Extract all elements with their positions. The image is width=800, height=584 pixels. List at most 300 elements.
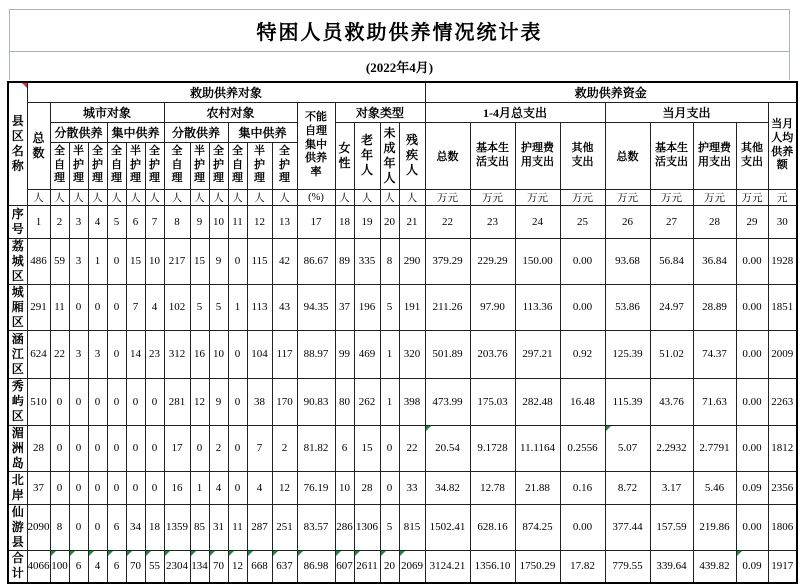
header-total-jan-apr[interactable]: 总数 [425,122,470,189]
unit-cell[interactable]: 人 [228,189,247,205]
data-cell[interactable]: 0 [88,284,107,330]
data-cell[interactable]: 22 [399,425,425,471]
unit-cell[interactable]: 元 [768,189,797,205]
data-cell[interactable]: 9 [209,378,228,425]
data-cell[interactable]: 28 [27,425,50,471]
data-cell[interactable]: 1 [228,284,247,330]
data-cell[interactable]: 0 [69,425,88,471]
data-cell[interactable]: 510 [27,378,50,425]
data-cell[interactable]: 191 [399,284,425,330]
data-cell[interactable]: 9 [209,238,228,284]
data-cell[interactable]: 5 [209,284,228,330]
header-care-level[interactable]: 全自理 [50,142,69,189]
data-cell[interactable]: 2304 [164,550,190,583]
data-cell[interactable]: 1502.41 [425,504,470,550]
header-month-total[interactable]: 当月支出 [605,102,768,122]
data-cell[interactable]: 28.89 [693,284,736,330]
data-cell[interactable]: 8 [380,238,399,284]
header-rural[interactable]: 农村对象 [164,102,297,122]
data-cell[interactable]: 12 [190,378,209,425]
data-cell[interactable]: 0 [50,378,69,425]
data-cell[interactable]: 74.37 [693,330,736,378]
data-cell[interactable]: 42 [272,238,297,284]
header-other-month[interactable]: 其他支出 [736,122,768,189]
data-cell[interactable]: 297.21 [515,330,560,378]
data-cell[interactable]: 0.09 [736,550,768,583]
header-care-level[interactable]: 全自理 [164,142,190,189]
row-header[interactable] [8,550,27,583]
serial-cell[interactable]: 10 [209,205,228,238]
data-cell[interactable]: 11 [50,284,69,330]
data-cell[interactable]: 70 [126,550,145,583]
data-cell[interactable]: 16 [190,330,209,378]
data-cell[interactable]: 6 [335,425,354,471]
row-header[interactable] [8,471,27,504]
data-cell[interactable]: 637 [272,550,297,583]
data-cell[interactable]: 0 [107,238,126,284]
data-cell[interactable]: 0.00 [560,284,605,330]
data-cell[interactable]: 15 [354,425,380,471]
serial-cell[interactable]: 13 [272,205,297,238]
data-cell[interactable]: 10 [209,330,228,378]
header-centralized-rural[interactable]: 集中供养 [228,122,297,142]
row-header[interactable] [8,238,27,284]
data-cell[interactable]: 1356.10 [470,550,515,583]
data-cell[interactable]: 398 [399,378,425,425]
row-header[interactable] [8,425,27,471]
unit-cell[interactable]: 万元 [425,189,470,205]
data-cell[interactable]: 71.63 [693,378,736,425]
data-cell[interactable]: 0.00 [560,504,605,550]
header-disabled[interactable]: 残疾人 [399,122,425,189]
data-cell[interactable]: 89 [335,238,354,284]
data-cell[interactable]: 33 [399,471,425,504]
data-cell[interactable]: 20.54 [425,425,470,471]
data-cell[interactable]: 3 [69,330,88,378]
header-care-level[interactable]: 半护理 [69,142,88,189]
serial-cell[interactable]: 22 [425,205,470,238]
header-basic-jan-apr[interactable]: 基本生活支出 [470,122,515,189]
data-cell[interactable]: 2356 [768,471,797,504]
data-cell[interactable]: 37 [335,284,354,330]
data-cell[interactable]: 0.16 [560,471,605,504]
data-cell[interactable]: 4066 [27,550,50,583]
data-cell[interactable]: 34.82 [425,471,470,504]
data-cell[interactable]: 17 [164,425,190,471]
data-cell[interactable]: 628.16 [470,504,515,550]
data-cell[interactable]: 12 [228,550,247,583]
data-cell[interactable]: 125.39 [605,330,650,378]
data-cell[interactable]: 0 [126,425,145,471]
unit-cell[interactable]: 人 [107,189,126,205]
data-cell[interactable]: 2090 [27,504,50,550]
data-cell[interactable]: 196 [354,284,380,330]
data-cell[interactable]: 0 [228,238,247,284]
data-cell[interactable]: 211.26 [425,284,470,330]
header-total-persons[interactable]: 总数 [27,102,50,189]
header-rate[interactable]: 不能自理集中供养率 [297,102,335,189]
serial-cell[interactable]: 23 [470,205,515,238]
data-cell[interactable]: 2069 [399,550,425,583]
data-cell[interactable]: 281 [164,378,190,425]
data-cell[interactable]: 0 [88,504,107,550]
data-cell[interactable]: 0.92 [560,330,605,378]
data-cell[interactable]: 4 [247,471,272,504]
data-cell[interactable]: 5 [380,284,399,330]
serial-cell[interactable]: 8 [164,205,190,238]
data-cell[interactable]: 0 [50,471,69,504]
data-cell[interactable]: 94.35 [297,284,335,330]
header-urban[interactable]: 城市对象 [50,102,164,122]
data-cell[interactable]: 0 [69,471,88,504]
data-cell[interactable]: 668 [247,550,272,583]
unit-cell[interactable]: 万元 [605,189,650,205]
data-cell[interactable]: 38 [247,378,272,425]
data-cell[interactable]: 4 [145,284,164,330]
data-cell[interactable]: 0.00 [736,330,768,378]
data-cell[interactable]: 21.88 [515,471,560,504]
header-centralized-urban[interactable]: 集中供养 [107,122,164,142]
data-cell[interactable]: 5.07 [605,425,650,471]
data-cell[interactable]: 1806 [768,504,797,550]
data-cell[interactable]: 12 [272,471,297,504]
data-cell[interactable]: 0.2556 [560,425,605,471]
serial-cell[interactable]: 20 [380,205,399,238]
data-cell[interactable]: 874.25 [515,504,560,550]
data-cell[interactable]: 23 [145,330,164,378]
data-cell[interactable]: 10 [145,238,164,284]
serial-cell[interactable]: 27 [650,205,693,238]
data-cell[interactable]: 1 [190,471,209,504]
data-cell[interactable]: 97.90 [470,284,515,330]
unit-cell[interactable]: 万元 [470,189,515,205]
data-cell[interactable]: 219.86 [693,504,736,550]
unit-cell[interactable]: 人 [354,189,380,205]
data-cell[interactable]: 113 [247,284,272,330]
data-cell[interactable]: 3 [69,238,88,284]
serial-cell[interactable]: 6 [126,205,145,238]
header-group-objects[interactable]: 救助供养对象 [27,82,425,102]
data-cell[interactable]: 1750.29 [515,550,560,583]
serial-cell[interactable]: 28 [693,205,736,238]
data-cell[interactable]: 0 [107,330,126,378]
header-total-month[interactable]: 总数 [605,122,650,189]
header-scattered-rural[interactable]: 分散供养 [164,122,228,142]
data-cell[interactable]: 0.00 [736,238,768,284]
serial-cell[interactable]: 26 [605,205,650,238]
data-cell[interactable]: 320 [399,330,425,378]
data-cell[interactable]: 7 [247,425,272,471]
data-cell[interactable]: 100 [50,550,69,583]
unit-cell[interactable]: 人 [88,189,107,205]
data-cell[interactable]: 439.82 [693,550,736,583]
row-header[interactable] [8,504,27,550]
serial-cell[interactable]: 11 [228,205,247,238]
data-cell[interactable]: 0 [88,471,107,504]
unit-cell[interactable]: 人 [69,189,88,205]
data-cell[interactable]: 624 [27,330,50,378]
data-cell[interactable]: 81.82 [297,425,335,471]
data-cell[interactable]: 203.76 [470,330,515,378]
serial-cell[interactable]: 4 [88,205,107,238]
data-cell[interactable]: 1 [380,330,399,378]
unit-cell[interactable]: (%) [297,189,335,205]
data-cell[interactable]: 2009 [768,330,797,378]
data-cell[interactable]: 16 [164,471,190,504]
data-cell[interactable]: 3124.21 [425,550,470,583]
data-cell[interactable]: 469 [354,330,380,378]
data-cell[interactable]: 8 [50,504,69,550]
data-cell[interactable]: 104 [247,330,272,378]
data-cell[interactable]: 229.29 [470,238,515,284]
data-cell[interactable]: 0.00 [736,425,768,471]
data-cell[interactable]: 2 [209,425,228,471]
data-cell[interactable]: 17.82 [560,550,605,583]
data-cell[interactable]: 31 [209,504,228,550]
data-cell[interactable]: 59 [50,238,69,284]
header-care-level[interactable]: 全护理 [88,142,107,189]
data-cell[interactable]: 11 [228,504,247,550]
serial-cell[interactable]: 25 [560,205,605,238]
data-cell[interactable]: 0 [380,471,399,504]
data-cell[interactable]: 0 [126,378,145,425]
data-cell[interactable]: 53.86 [605,284,650,330]
data-cell[interactable]: 18 [145,504,164,550]
data-cell[interactable]: 157.59 [650,504,693,550]
unit-cell[interactable]: 人 [126,189,145,205]
serial-cell[interactable]: 1 [27,205,50,238]
data-cell[interactable]: 7 [126,284,145,330]
data-cell[interactable]: 0 [88,425,107,471]
data-cell[interactable]: 1 [380,378,399,425]
header-jan-apr-total[interactable]: 1-4月总支出 [425,102,605,122]
data-cell[interactable]: 90.83 [297,378,335,425]
data-cell[interactable]: 175.03 [470,378,515,425]
data-cell[interactable]: 55 [145,550,164,583]
data-cell[interactable]: 88.97 [297,330,335,378]
serial-cell[interactable]: 30 [768,205,797,238]
data-cell[interactable]: 80 [335,378,354,425]
header-group-funds[interactable]: 救助供养资金 [425,82,797,102]
corner-cell[interactable] [8,82,27,205]
row-header[interactable] [8,378,27,425]
data-cell[interactable]: 1 [88,238,107,284]
data-cell[interactable]: 377.44 [605,504,650,550]
data-cell[interactable]: 8.72 [605,471,650,504]
data-cell[interactable]: 1812 [768,425,797,471]
data-cell[interactable]: 12.78 [470,471,515,504]
header-care-level[interactable]: 全护理 [272,142,297,189]
data-cell[interactable]: 0 [228,330,247,378]
data-cell[interactable]: 287 [247,504,272,550]
data-cell[interactable]: 10 [335,471,354,504]
header-care-level[interactable]: 半护理 [247,142,272,189]
data-cell[interactable]: 14 [126,330,145,378]
data-cell[interactable]: 9.1728 [470,425,515,471]
data-cell[interactable]: 85 [190,504,209,550]
data-cell[interactable]: 6 [107,550,126,583]
header-basic-month[interactable]: 基本生活支出 [650,122,693,189]
data-cell[interactable]: 0 [228,471,247,504]
data-cell[interactable]: 15 [190,238,209,284]
unit-cell[interactable]: 人 [50,189,69,205]
serial-row-header[interactable]: 序号 [8,205,27,238]
data-cell[interactable]: 5.46 [693,471,736,504]
unit-cell[interactable]: 人 [190,189,209,205]
serial-cell[interactable]: 9 [190,205,209,238]
unit-cell[interactable]: 人 [335,189,354,205]
data-cell[interactable]: 473.99 [425,378,470,425]
data-cell[interactable]: 6 [69,550,88,583]
data-cell[interactable]: 6 [107,504,126,550]
data-cell[interactable]: 150.00 [515,238,560,284]
data-cell[interactable]: 43.76 [650,378,693,425]
data-cell[interactable]: 86.98 [297,550,335,583]
data-cell[interactable]: 11.1164 [515,425,560,471]
data-cell[interactable]: 0 [107,284,126,330]
data-cell[interactable]: 0 [88,378,107,425]
data-cell[interactable]: 51.02 [650,330,693,378]
unit-cell[interactable]: 万元 [693,189,736,205]
data-cell[interactable]: 1306 [354,504,380,550]
data-cell[interactable]: 15 [126,238,145,284]
data-cell[interactable]: 262 [354,378,380,425]
data-cell[interactable]: 70 [209,550,228,583]
data-cell[interactable]: 22 [50,330,69,378]
row-header[interactable] [8,330,27,378]
header-care-level[interactable]: 半护理 [126,142,145,189]
data-cell[interactable]: 3.17 [650,471,693,504]
data-cell[interactable]: 486 [27,238,50,284]
data-cell[interactable]: 2 [272,425,297,471]
data-cell[interactable]: 0 [107,425,126,471]
header-per-capita[interactable]: 当月人均供养额 [768,102,797,189]
unit-cell[interactable]: 人 [164,189,190,205]
unit-cell[interactable]: 人 [247,189,272,205]
data-cell[interactable]: 43 [272,284,297,330]
unit-cell[interactable]: 人 [272,189,297,205]
data-cell[interactable]: 0 [228,378,247,425]
serial-cell[interactable]: 3 [69,205,88,238]
row-header[interactable] [8,284,27,330]
data-cell[interactable]: 0 [145,425,164,471]
data-cell[interactable]: 501.89 [425,330,470,378]
unit-cell[interactable]: 人 [209,189,228,205]
unit-cell[interactable]: 万元 [560,189,605,205]
data-cell[interactable]: 0 [145,471,164,504]
data-cell[interactable]: 0 [380,425,399,471]
data-cell[interactable]: 0 [190,425,209,471]
unit-cell[interactable]: 人 [27,189,50,205]
serial-cell[interactable]: 7 [145,205,164,238]
data-cell[interactable]: 1917 [768,550,797,583]
data-cell[interactable]: 779.55 [605,550,650,583]
data-cell[interactable]: 335 [354,238,380,284]
data-cell[interactable]: 0 [126,471,145,504]
data-cell[interactable]: 3 [88,330,107,378]
data-cell[interactable]: 0.09 [736,471,768,504]
serial-cell[interactable]: 29 [736,205,768,238]
data-cell[interactable]: 16.48 [560,378,605,425]
data-cell[interactable]: 86.67 [297,238,335,284]
serial-cell[interactable]: 17 [297,205,335,238]
data-cell[interactable]: 0.00 [736,284,768,330]
data-cell[interactable]: 2263 [768,378,797,425]
data-cell[interactable]: 0.00 [736,378,768,425]
header-care-level[interactable]: 全护理 [145,142,164,189]
data-cell[interactable]: 291 [27,284,50,330]
data-cell[interactable]: 290 [399,238,425,284]
data-cell[interactable]: 0.00 [736,504,768,550]
data-cell[interactable]: 607 [335,550,354,583]
header-care-level[interactable]: 全自理 [107,142,126,189]
data-cell[interactable]: 2611 [354,550,380,583]
header-female[interactable]: 女性 [335,122,354,189]
header-care-level[interactable]: 半护理 [190,142,209,189]
data-cell[interactable]: 0 [145,378,164,425]
data-cell[interactable]: 286 [335,504,354,550]
data-cell[interactable]: 5 [190,284,209,330]
data-cell[interactable]: 93.68 [605,238,650,284]
unit-cell[interactable]: 万元 [736,189,768,205]
unit-cell[interactable]: 人 [399,189,425,205]
data-cell[interactable]: 5 [380,504,399,550]
data-cell[interactable]: 113.36 [515,284,560,330]
data-cell[interactable]: 115.39 [605,378,650,425]
serial-cell[interactable]: 5 [107,205,126,238]
data-cell[interactable]: 56.84 [650,238,693,284]
data-cell[interactable]: 217 [164,238,190,284]
data-cell[interactable]: 0.00 [560,238,605,284]
data-cell[interactable]: 312 [164,330,190,378]
data-cell[interactable]: 1851 [768,284,797,330]
serial-cell[interactable]: 12 [247,205,272,238]
header-other-jan-apr[interactable]: 其他支出 [560,122,605,189]
unit-cell[interactable]: 万元 [515,189,560,205]
data-cell[interactable]: 134 [190,550,209,583]
serial-cell[interactable]: 2 [50,205,69,238]
header-elderly[interactable]: 老年人 [354,122,380,189]
data-cell[interactable]: 24.97 [650,284,693,330]
unit-cell[interactable]: 人 [380,189,399,205]
data-cell[interactable]: 0 [107,378,126,425]
data-cell[interactable]: 28 [354,471,380,504]
data-cell[interactable]: 4 [209,471,228,504]
unit-cell[interactable]: 人 [145,189,164,205]
data-cell[interactable]: 170 [272,378,297,425]
data-cell[interactable]: 83.57 [297,504,335,550]
header-care-jan-apr[interactable]: 护理费用支出 [515,122,560,189]
header-object-types[interactable]: 对象类型 [335,102,425,122]
serial-cell[interactable]: 21 [399,205,425,238]
data-cell[interactable]: 34 [126,504,145,550]
data-cell[interactable]: 0 [69,284,88,330]
data-cell[interactable]: 99 [335,330,354,378]
data-cell[interactable]: 102 [164,284,190,330]
data-cell[interactable]: 0 [69,378,88,425]
header-care-month[interactable]: 护理费用支出 [693,122,736,189]
serial-cell[interactable]: 18 [335,205,354,238]
data-cell[interactable]: 2.7791 [693,425,736,471]
data-cell[interactable]: 36.84 [693,238,736,284]
data-cell[interactable]: 1359 [164,504,190,550]
data-cell[interactable]: 76.19 [297,471,335,504]
serial-cell[interactable]: 24 [515,205,560,238]
header-care-level[interactable]: 全自理 [228,142,247,189]
data-cell[interactable]: 117 [272,330,297,378]
data-cell[interactable]: 20 [380,550,399,583]
header-care-level[interactable]: 全护理 [209,142,228,189]
